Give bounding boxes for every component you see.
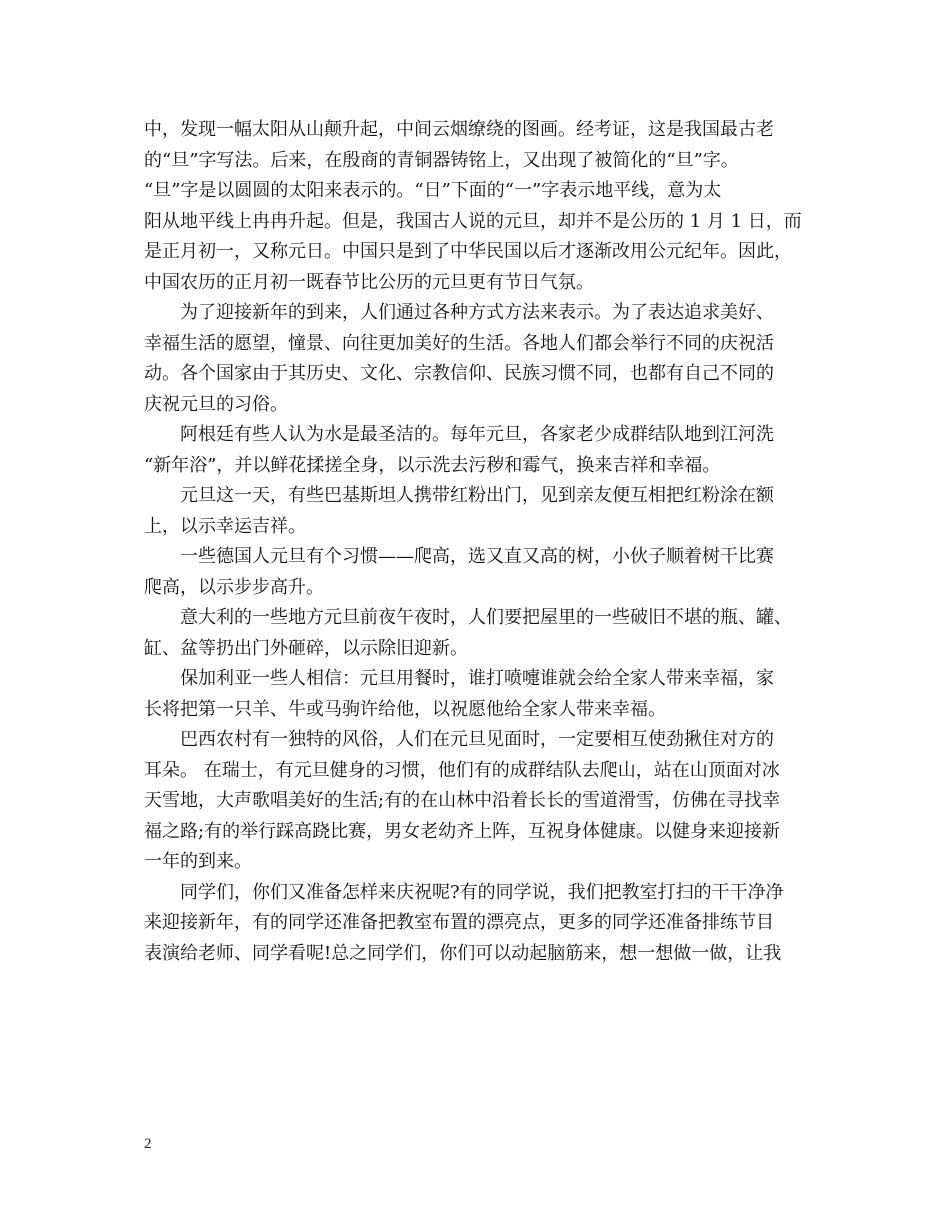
text-line: 天雪地，大声歌唱美好的生活;有的在山林中沿着长长的雪道滑雪，仿佛在寻找幸 xyxy=(144,790,781,811)
text-line: 爬高，以示步步高升。 xyxy=(144,576,324,598)
text-line: 的“旦”字写法。后来，在殷商的青铜器铸铭上，又出现了被简化的“旦”字。 xyxy=(144,149,739,171)
text-line: 来迎接新年，有的同学还准备把教室布置的漂亮点，更多的同学还准备排练节目 xyxy=(144,912,774,933)
text-line: 耳朵。 在瑞士，有元旦健身的习惯，他们有的成群结队去爬山，站在山顶面对冰 xyxy=(144,759,780,781)
paragraph-first-line: 为了迎接新年的到来，人们通过各种方式方法来表示。为了表达追求美好、 xyxy=(180,302,774,323)
text-line: “新年浴”，并以鲜花揉搓全身，以示洗去污秽和霉气，换来吉祥和幸福。 xyxy=(144,454,721,476)
paragraph-first-line: 意大利的一些地方元旦前夜午夜时，人们要把屋里的一些破旧不堪的瓶、罐、 xyxy=(180,607,792,628)
paragraph-first-line: 元旦这一天，有些巴基斯坦人携带红粉出门，见到亲友便互相把红粉涂在额 xyxy=(180,485,774,506)
text-line: 表演给老师、同学看呢!总之同学们，你们可以动起脑筋来，想一想做一做，让我 xyxy=(144,942,782,964)
text-line: 中，发现一幅太阳从山颠升起，中间云烟缭绕的图画。经考证，这是我国最古老 xyxy=(144,119,774,140)
text-line: 是正月初一，又称元日。中国只是到了中华民国以后才逐渐改用公元纪年。因此， xyxy=(144,241,792,262)
text-line: “旦”字是以圆圆的太阳来表示的。“日”下面的“一”字表示地平线，意为太 xyxy=(144,180,722,201)
text-line: 中国农历的正月初一既春节比公历的元旦更有节日气氛。 xyxy=(144,271,594,293)
paragraph-first-line: 一些德国人元旦有个习惯——爬高，选又直又高的树，小伙子顺着树干比赛 xyxy=(180,546,774,567)
paragraph-first-line: 保加利亚一些人相信：元旦用餐时，谁打喷嚏谁就会给全家人带来幸福，家 xyxy=(180,668,774,689)
paragraph-first-line: 同学们，你们又准备怎样来庆祝呢?有的同学说，我们把教室打扫的干干净净 xyxy=(180,881,784,903)
text-line: 阳从地平线上冉冉升起。但是，我国古人说的元旦，却并不是公历的 1 月 1 日，而 xyxy=(144,210,802,232)
text-line: 缸、盆等扔出门外砸碎，以示除旧迎新。 xyxy=(144,637,468,659)
text-line: 长将把第一只羊、牛或马驹许给他，以祝愿他给全家人带来幸福。 xyxy=(144,698,666,720)
paragraph-first-line: 巴西农村有一独特的风俗，人们在元旦见面时，一定要相互使劲揪住对方的 xyxy=(180,729,774,750)
page-number: 2 xyxy=(144,1136,152,1152)
text-line: 上，以示幸运吉祥。 xyxy=(144,515,306,537)
text-line: 动。各个国家由于其历史、文化、宗教信仰、民族习惯不同，也都有自己不同的 xyxy=(144,363,774,384)
paragraph-first-line: 阿根廷有些人认为水是最圣洁的。每年元旦，各家老少成群结队地到江河洗 xyxy=(180,424,774,445)
text-line: 庆祝元旦的习俗。 xyxy=(144,393,288,415)
document-body xyxy=(144,115,824,969)
text-line: 幸福生活的愿望，憧景、向往更加美好的生活。各地人们都会举行不同的庆祝活 xyxy=(144,332,774,354)
text-line: 一年的到来。 xyxy=(144,851,252,872)
text-line: 福之路;有的举行踩高跷比赛，男女老幼齐上阵，互祝身体健康。以健身来迎接新 xyxy=(144,820,781,842)
